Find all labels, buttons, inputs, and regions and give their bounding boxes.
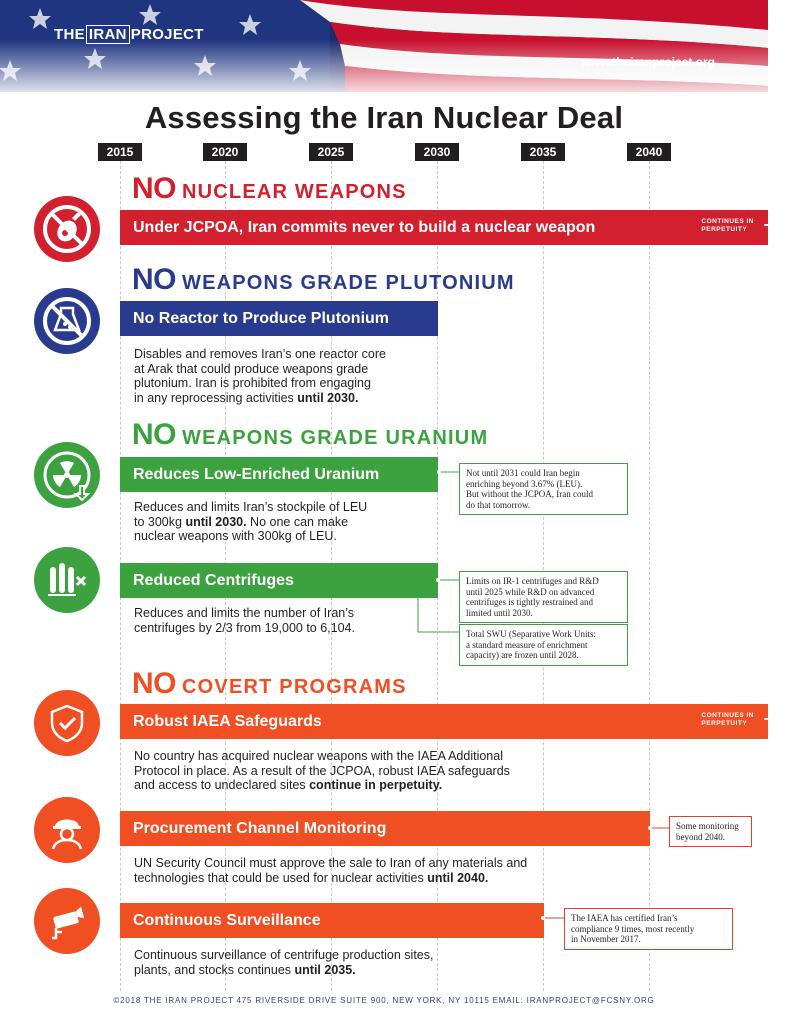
note-line-3: But without the JCPOA, Iran could (466, 489, 593, 499)
desc-text: plants, and stocks continues (134, 962, 295, 977)
bar-reduces-leu (120, 457, 438, 492)
bar-label: Procurement Channel Monitoring (133, 820, 387, 837)
note-leu (459, 463, 628, 515)
note-line-1: Some monitoring (676, 821, 739, 831)
note-line-1: The IAEA has certified Iran’s (571, 913, 678, 923)
note-surveillance (564, 908, 733, 950)
year-2020: 2020 (203, 143, 247, 161)
logo-project: PROJECT (130, 26, 204, 43)
desc-line-1: Continuous surveillance of centrifuge production sites, (134, 948, 434, 962)
section-heading-text: NUCLEAR WEAPONS (182, 181, 407, 203)
surveillance-description (134, 948, 433, 977)
radiation-icon (34, 442, 100, 508)
note-line-2: compliance 9 times, most recently (571, 923, 695, 934)
note-line-1: Limits on IR-1 centrifuges and R&D (466, 576, 599, 586)
camera-icon (34, 888, 100, 954)
bar-jcpoa-commitment (120, 210, 787, 245)
connector-lines (416, 574, 462, 634)
note-line-3: in November 2017. (571, 934, 641, 944)
bar-label: Continuous Surveillance (133, 912, 321, 929)
desc-line-2: at Arak that could produce weapons grade (134, 361, 369, 376)
section-heading-covert-programs (132, 667, 407, 701)
flag-graphic (0, 0, 768, 92)
footer-contact: ©2018 THE IRAN PROJECT 475 RIVERSIDE DRIVE SUITE 900, NEW YORK, NY 10115 EMAIL: IRANPROJECT@FCSNY.ORG (113, 996, 655, 1005)
bar-label: Reduced Centrifuges (133, 572, 294, 589)
worker-icon (34, 797, 100, 863)
note-centrifuges-rd (459, 571, 628, 623)
note-swu (459, 624, 628, 666)
no-label: NO (132, 172, 176, 205)
centrifuge-icon (34, 547, 100, 613)
procurement-description (134, 856, 527, 885)
year-2035: 2035 (521, 143, 565, 161)
arrow-right-icon: ⟶ (763, 217, 787, 234)
perpetuity-line-1: CONTINUES IN (701, 712, 754, 719)
desc-line-1: Reduces and limits Iran’s stockpile of LEU (134, 500, 368, 514)
section-heading-text: COVERT PROGRAMS (182, 676, 407, 698)
desc-emphasis: until 2030. (297, 390, 359, 405)
year-2040: 2040 (627, 143, 671, 161)
bar-label: Robust IAEA Safeguards (133, 713, 322, 730)
note-procurement (669, 816, 752, 847)
perpetuity-line-2: PERPETUITY (701, 720, 748, 727)
desc-text-rest: No one can make (246, 514, 349, 529)
no-label: NO (132, 418, 176, 451)
desc-line-2: Protocol in place. As a result of the JCPOA, robust IAEA safeguards (134, 763, 510, 778)
note-line-1: Total SWU (Separative Work Units: (466, 629, 596, 639)
desc-line-1: Disables and removes Iran’s one reactor core (134, 347, 386, 361)
section-heading-uranium (132, 418, 488, 452)
bar-procurement-monitoring (120, 811, 650, 846)
arrow-right-icon: ⟶ (763, 711, 787, 728)
desc-emphasis: until 2035. (294, 962, 356, 977)
plutonium-description (134, 347, 386, 405)
note-line-3: centrifuges is tightly restrained and (466, 597, 593, 607)
desc-line-1: Reduces and limits the number of Iran’s (134, 606, 355, 620)
no-label: NO (132, 667, 176, 700)
site-logo[interactable] (54, 26, 204, 43)
perpetuity-line-2: PERPETUITY (701, 226, 748, 233)
logo-iran: IRAN (86, 25, 130, 44)
no-label: NO (132, 263, 176, 296)
section-heading-plutonium (132, 263, 515, 297)
header-banner (0, 0, 768, 92)
bar-continuous-surveillance (120, 903, 544, 938)
year-2015: 2015 (98, 143, 142, 161)
section-heading-nuclear-weapons (132, 172, 407, 206)
note-line-1: Not until 2031 could Iran begin (466, 468, 580, 478)
note-line-2: a standard measure of enrichment (466, 639, 588, 650)
page-title: Assessing the Iran Nuclear Deal (144, 100, 624, 135)
desc-line-3: nuclear weapons with 300kg of LEU. (134, 529, 337, 543)
year-2025: 2025 (309, 143, 353, 161)
desc-text: in any reprocessing activities (134, 390, 298, 405)
desc-line-1: UN Security Council must approve the sale to Iran of any materials and (134, 856, 528, 870)
bar-label: No Reactor to Produce Plutonium (133, 310, 390, 327)
perpetuity-tag (701, 217, 787, 234)
desc-emphasis: until 2030. (185, 514, 247, 529)
shield-check-icon (34, 690, 100, 756)
bar-reduced-centrifuges (120, 563, 438, 598)
bar-iaea-safeguards (120, 704, 787, 739)
perpetuity-tag (701, 711, 787, 728)
year-2030: 2030 (415, 143, 459, 161)
desc-line-2 (134, 515, 367, 530)
website-link[interactable]: www.theiranproject.org (581, 55, 715, 69)
note-line-4: do that tomorrow. (466, 499, 531, 510)
desc-line-2 (134, 871, 527, 886)
no-nuclear-weapons-icon (34, 196, 100, 262)
desc-emphasis: continue in perpetuity. (309, 778, 443, 792)
desc-text: to 300kg (134, 514, 186, 529)
bar-label: Reduces Low-Enriched Uranium (133, 466, 380, 483)
desc-line-2: centrifuges by 2/3 from 19,000 to 6,104. (134, 620, 355, 635)
perpetuity-line-1: CONTINUES IN (701, 218, 754, 225)
leu-description (134, 500, 367, 544)
centrifuges-description (134, 606, 355, 635)
note-line-4: limited until 2030. (466, 607, 533, 618)
section-heading-text: WEAPONS GRADE URANIUM (182, 427, 489, 449)
note-line-3: capacity) are frozen until 2028. (466, 650, 579, 660)
desc-text: and access to undeclared sites (134, 778, 310, 792)
note-line-2: beyond 2040. (676, 831, 725, 842)
section-heading-text: WEAPONS GRADE PLUTONIUM (182, 272, 515, 294)
bar-no-reactor (120, 301, 438, 336)
gridline-2040 (649, 161, 650, 991)
desc-line-2 (134, 963, 433, 978)
desc-line-4 (134, 391, 386, 406)
iaea-description (134, 749, 510, 793)
desc-emphasis: until 2040. (427, 870, 489, 885)
desc-line-1: No country has acquired nuclear weapons with the IAEA Additional (134, 749, 503, 763)
bar-label: Under JCPOA, Iran commits never to build a nuclear weapon (133, 219, 596, 236)
note-line-2: until 2025 while R&D on advanced (466, 586, 595, 597)
no-plutonium-icon (34, 288, 100, 354)
logo-the: THE (54, 26, 85, 43)
note-line-2: enriching beyond 3.67% (LEU). (466, 478, 583, 489)
desc-line-3 (134, 778, 510, 793)
desc-line-3: plutonium. Iran is prohibited from engaging (134, 376, 371, 390)
connector-line (437, 468, 461, 476)
desc-text: technologies that could be used for nuclear activities (134, 870, 428, 885)
